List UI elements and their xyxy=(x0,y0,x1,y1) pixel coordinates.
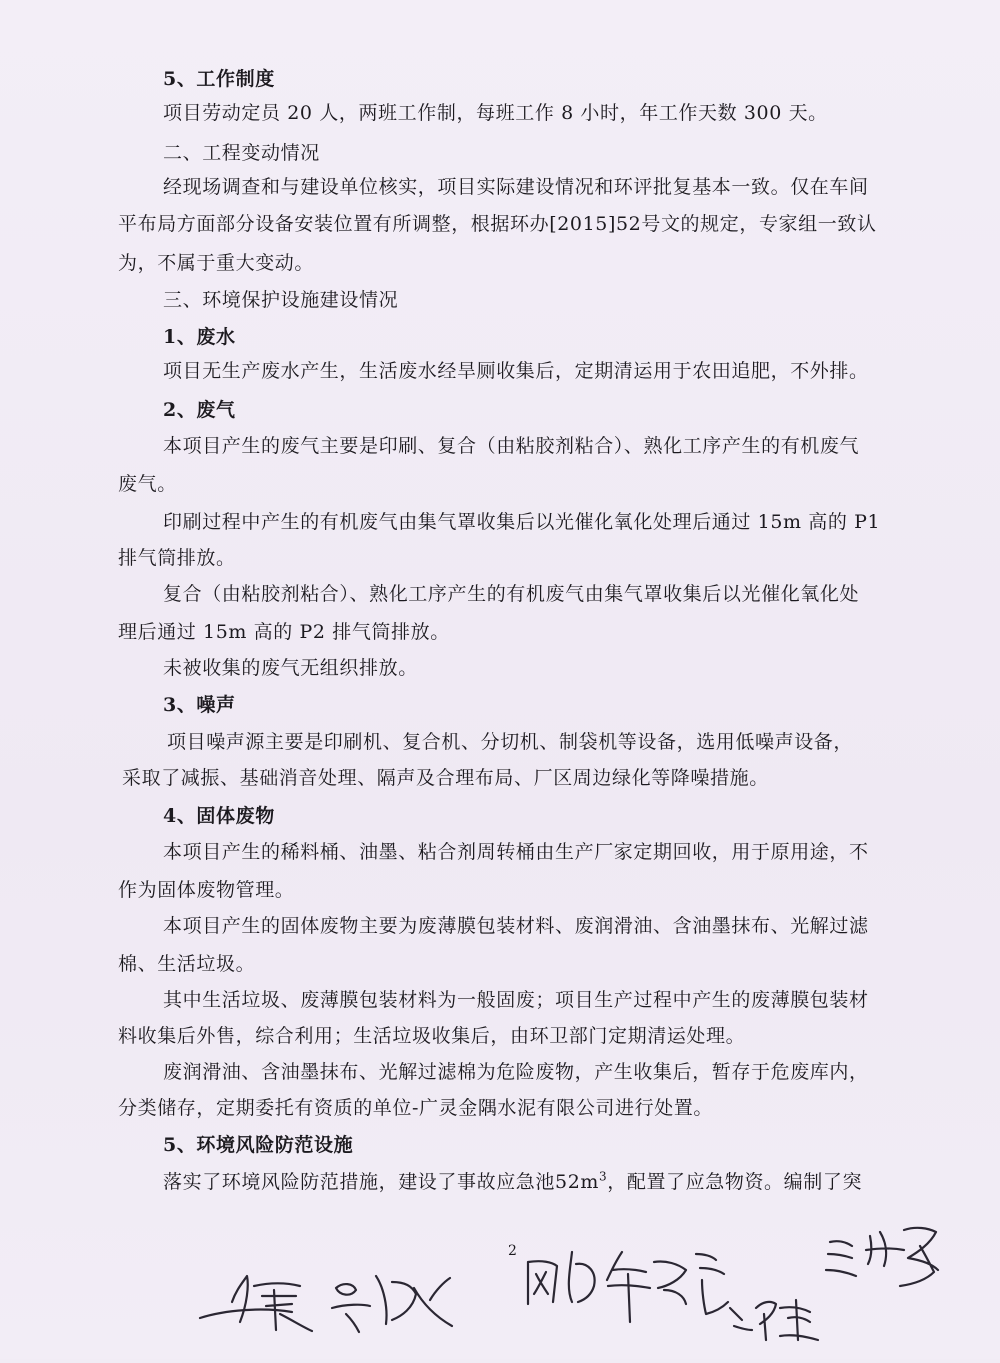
paragraph-line: 未被收集的废气无组织排放。 xyxy=(163,657,418,679)
last-line-text: 落实了环境风险防范措施，建设了事故应急池52m xyxy=(163,1171,599,1193)
signature-6 xyxy=(826,1228,938,1286)
paragraph-line: 本项目产生的固体废物主要为废薄膜包装材料、废润滑油、含油墨抹布、光解过滤 xyxy=(163,915,869,937)
signature-4 xyxy=(607,1252,728,1322)
paragraph-line: 其中生活垃圾、废薄膜包装材料为一般固废；项目生产过程中产生的废薄膜包装材 xyxy=(163,989,869,1011)
paragraph-line: 平布局方面部分设备安装位置有所调整，根据环办[2015]52号文的规定，专家组一致认 xyxy=(118,213,877,235)
paragraph-line: 本项目产生的稀料桶、油墨、粘合剂周转桶由生产厂家定期回收，用于原用途，不 xyxy=(163,841,869,863)
section-heading-env-facilities: 三、环境保护设施建设情况 xyxy=(163,289,399,311)
paragraph-line: 经现场调查和与建设单位核实，项目实际建设情况和环评批复基本一致。仅在车间 xyxy=(163,176,869,198)
paragraph-line: 棉、生活垃圾。 xyxy=(118,953,256,975)
paragraph-line: 项目噪声源主要是印刷机、复合机、分切机、制袋机等设备，选用低噪声设备， xyxy=(167,731,854,753)
paragraph-line: 理后通过 15m 高的 P2 排气筒排放。 xyxy=(118,621,450,643)
paragraph-line: 本项目产生的废气主要是印刷、复合（由粘胶剂粘合）、熟化工序产生的有机废气 xyxy=(163,435,860,457)
superscript-3: 3 xyxy=(599,1169,608,1184)
page-number: 2 xyxy=(508,1243,517,1259)
section-heading-changes: 二、工程变动情况 xyxy=(163,142,320,164)
paragraph-line: 废润滑油、含油墨抹布、光解过滤棉为危险废物，产生收集后，暂存于危废库内， xyxy=(163,1061,869,1083)
paragraph-line: 为，不属于重大变动。 xyxy=(118,252,315,274)
paragraph-line: 复合（由粘胶剂粘合）、熟化工序产生的有机废气由集气罩收集后以光催化氧化处 xyxy=(163,583,860,605)
paragraph-line: 排气筒排放。 xyxy=(118,547,236,569)
paragraph-line: 项目劳动定员 20 人，两班工作制，每班工作 8 小时，年工作天数 300 天。 xyxy=(163,102,828,124)
paragraph-line: 项目无生产废水产生，生活废水经旱厕收集后，定期清运用于农田追肥，不外排。 xyxy=(163,360,869,382)
heading-wastewater: 1、废水 xyxy=(163,326,236,348)
paragraph-line: 分类储存，定期委托有资质的单位-广灵金隅水泥有限公司进行处置。 xyxy=(118,1097,714,1119)
paragraph-line: 采取了减振、基础消音处理、隔声及合理布局、厂区周边绿化等降噪措施。 xyxy=(122,767,769,789)
signature-5 xyxy=(730,1300,818,1340)
signature-3 xyxy=(528,1252,595,1304)
heading-noise: 3、噪声 xyxy=(163,694,236,716)
heading-work-schedule: 5、工作制度 xyxy=(163,68,275,90)
handwritten-signatures xyxy=(0,1190,1000,1359)
signature-2 xyxy=(332,1276,452,1332)
paragraph-line: 作为固体废物管理。 xyxy=(118,879,295,901)
paragraph-line: 废气。 xyxy=(118,473,177,495)
signatures-drawing xyxy=(0,1190,1000,1359)
heading-waste-gas: 2、废气 xyxy=(163,399,236,421)
last-line-text-tail: ，配置了应急物资。编制了突 xyxy=(607,1171,863,1193)
paragraph-line: 料收集后外售，综合利用；生活垃圾收集后，由环卫部门定期清运处理。 xyxy=(118,1025,746,1047)
heading-risk-prevention: 5、环境风险防范设施 xyxy=(163,1134,354,1156)
heading-solid-waste: 4、固体废物 xyxy=(163,805,275,827)
paragraph-line: 印刷过程中产生的有机废气由集气罩收集后以光催化氧化处理后通过 15m 高的 P1 xyxy=(163,511,881,533)
signature-1 xyxy=(200,1276,312,1331)
